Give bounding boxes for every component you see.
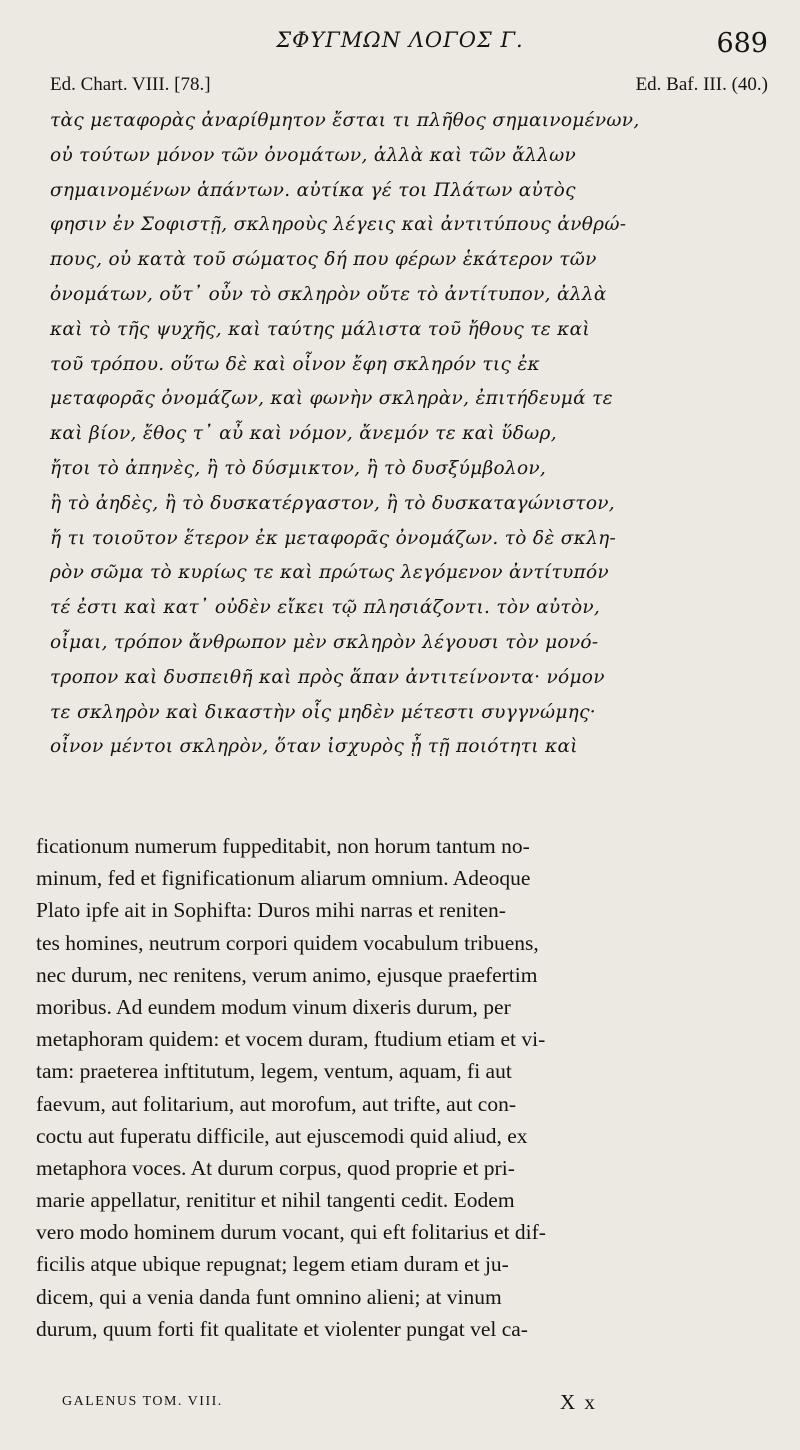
greek-text-line: καὶ τὸ τῆς ψυχῆς, καὶ ταύτης μάλιστα τοῦ ἤθους τε καὶ <box>50 318 590 340</box>
greek-text-line: τροπον καὶ δυσπειθῆ καὶ πρὸς ἅπαν ἀντιτείνοντα· νόμον <box>50 666 605 688</box>
latin-text-line: metaphoram quidem: et vocem duram, ftudium etiam et vi- <box>36 1027 546 1052</box>
greek-text-line: σημαινομένων ἁπάντων. αὐτίκα γέ τοι Πλάτων αὐτὸς <box>50 179 576 201</box>
greek-text-line: ἢ τὸ ἀηδὲς, ἢ τὸ δυσκατέργαστον, ἢ τὸ δυσκαταγώνιστον, <box>50 492 615 514</box>
greek-text-line: ἤ τι τοιοῦτον ἕτερον ἐκ μεταφορᾶς ὀνομάζων. τὸ δὲ σκλη- <box>50 527 617 549</box>
latin-text-line: ficilis atque ubique repugnat; legem etiam duram et ju- <box>36 1252 509 1277</box>
latin-text-line: moribus. Ad eundem modum vinum dixeris durum, per <box>36 994 511 1019</box>
page-number: 689 <box>716 28 768 59</box>
greek-text-line: πους, οὐ κατὰ τοῦ σώματος δή που φέρων ἑκάτερον τῶν <box>50 249 597 271</box>
latin-text-line: ficationum numerum fuppeditabit, non horum tantum no- <box>36 834 530 858</box>
footer-signature: GALENUS TOM. VIII. <box>62 1394 223 1409</box>
greek-text-line: καὶ βίον, ἔθος τ᾽ αὖ καὶ νόμον, ἄνεμόν τε καὶ ὕδωρ, <box>50 423 557 445</box>
latin-text-line: coctu aut fuperatu difficile, aut ejuscemodi quid aliud, ex <box>36 1123 528 1148</box>
latin-text-line: dicem, qui a venia danda funt omnino alieni; at vinum <box>36 1284 502 1309</box>
latin-text-line: faevum, aut folitarium, aut morofum, aut trifte, aut con- <box>36 1091 517 1116</box>
latin-text-line: Plato ipfe ait in Sophifta: Duros mihi narras et reniten- <box>36 898 506 923</box>
latin-text-line: minum, fed et fignificationum aliarum omnium. Adeoque <box>36 866 531 891</box>
greek-text-line: ρὸν σῶμα τὸ κυρίως τε καὶ πρώτως λεγόμενον ἀντίτυπόν <box>50 562 609 584</box>
greek-text-line: οὐ τούτων μόνον τῶν ὀνομάτων, ἀλλὰ καὶ τῶν ἄλλων <box>50 144 577 166</box>
latin-text-line: vero modo hominem durum vocant, qui eft folitarius et dif- <box>36 1220 546 1245</box>
greek-text-line: οἶμαι, τρόπον ἄνθρωπον μὲν σκληρὸν λέγουσι τὸν μονό- <box>50 631 599 653</box>
greek-text-line: φησιν ἐν Σοφιστῇ, σκληροὺς λέγεις καὶ ἀντιτύπους ἀνθρώ- <box>50 214 627 236</box>
latin-text-line: metaphora voces. At durum corpus, quod proprie et pri- <box>36 1155 515 1180</box>
greek-text-line: ὀνομάτων, οὔτ᾽ οὖν τὸ σκληρὸν οὔτε τὸ ἀντίτυπον, ἀλλὰ <box>50 283 607 305</box>
latin-text-line: marie appellatur, renititur et nihil tangenti cedit. Eodem <box>36 1188 515 1213</box>
footer-gathering-mark: X x <box>560 1390 597 1414</box>
latin-text-line: nec durum, nec renitens, verum animo, ejusque praefertim <box>36 962 538 987</box>
edition-reference-right: Ed. Baf. III. (40.) <box>635 74 768 95</box>
greek-text-line: τέ ἐστι καὶ κατ᾽ οὐδὲν εἴκει τῷ πλησιάζοντι. τὸν αὐτὸν, <box>50 597 601 619</box>
latin-text-block <box>36 830 764 1345</box>
greek-text-block <box>50 104 768 765</box>
greek-text-line: τὰς μεταφορὰς ἀναρίθμητον ἔσται τι πλῆθος σημαινομένων, <box>50 110 640 131</box>
latin-text-line: tam: praeterea inftitutum, legem, ventum, aquam, fi aut <box>36 1059 512 1084</box>
latin-text-line: tes homines, neutrum corpori quidem vocabulum tribuens, <box>36 930 539 955</box>
running-head: ΣΦΥΓΜΩΝ ΛΟΓΟΣ Γ. <box>276 28 524 52</box>
latin-text-line: durum, quum forti fit qualitate et violenter pungat vel ca- <box>36 1316 528 1341</box>
greek-text-line: τε σκληρὸν καὶ δικαστὴν οἷς μηδὲν μέτεστι συγγνώμης· <box>50 701 596 723</box>
greek-text-line: τοῦ τρόπου. οὕτω δὲ καὶ οἶνον ἔφη σκληρόν τις ἐκ <box>50 353 540 375</box>
greek-text-line: μεταφορᾶς ὀνομάζων, καὶ φωνὴν σκληρὰν, ἐπιτήδευμά τε <box>50 388 613 410</box>
greek-text-line: ἤτοι τὸ ἀπηνὲς, ἢ τὸ δύσμικτον, ἢ τὸ δυσξύμβολον, <box>50 457 547 479</box>
greek-text-line: οἶνον μέντοι σκληρὸν, ὅταν ἰσχυρὸς ᾖ τῇ ποιότητι καὶ <box>50 736 578 758</box>
edition-reference-left: Ed. Chart. VIII. [78.] <box>50 74 211 95</box>
